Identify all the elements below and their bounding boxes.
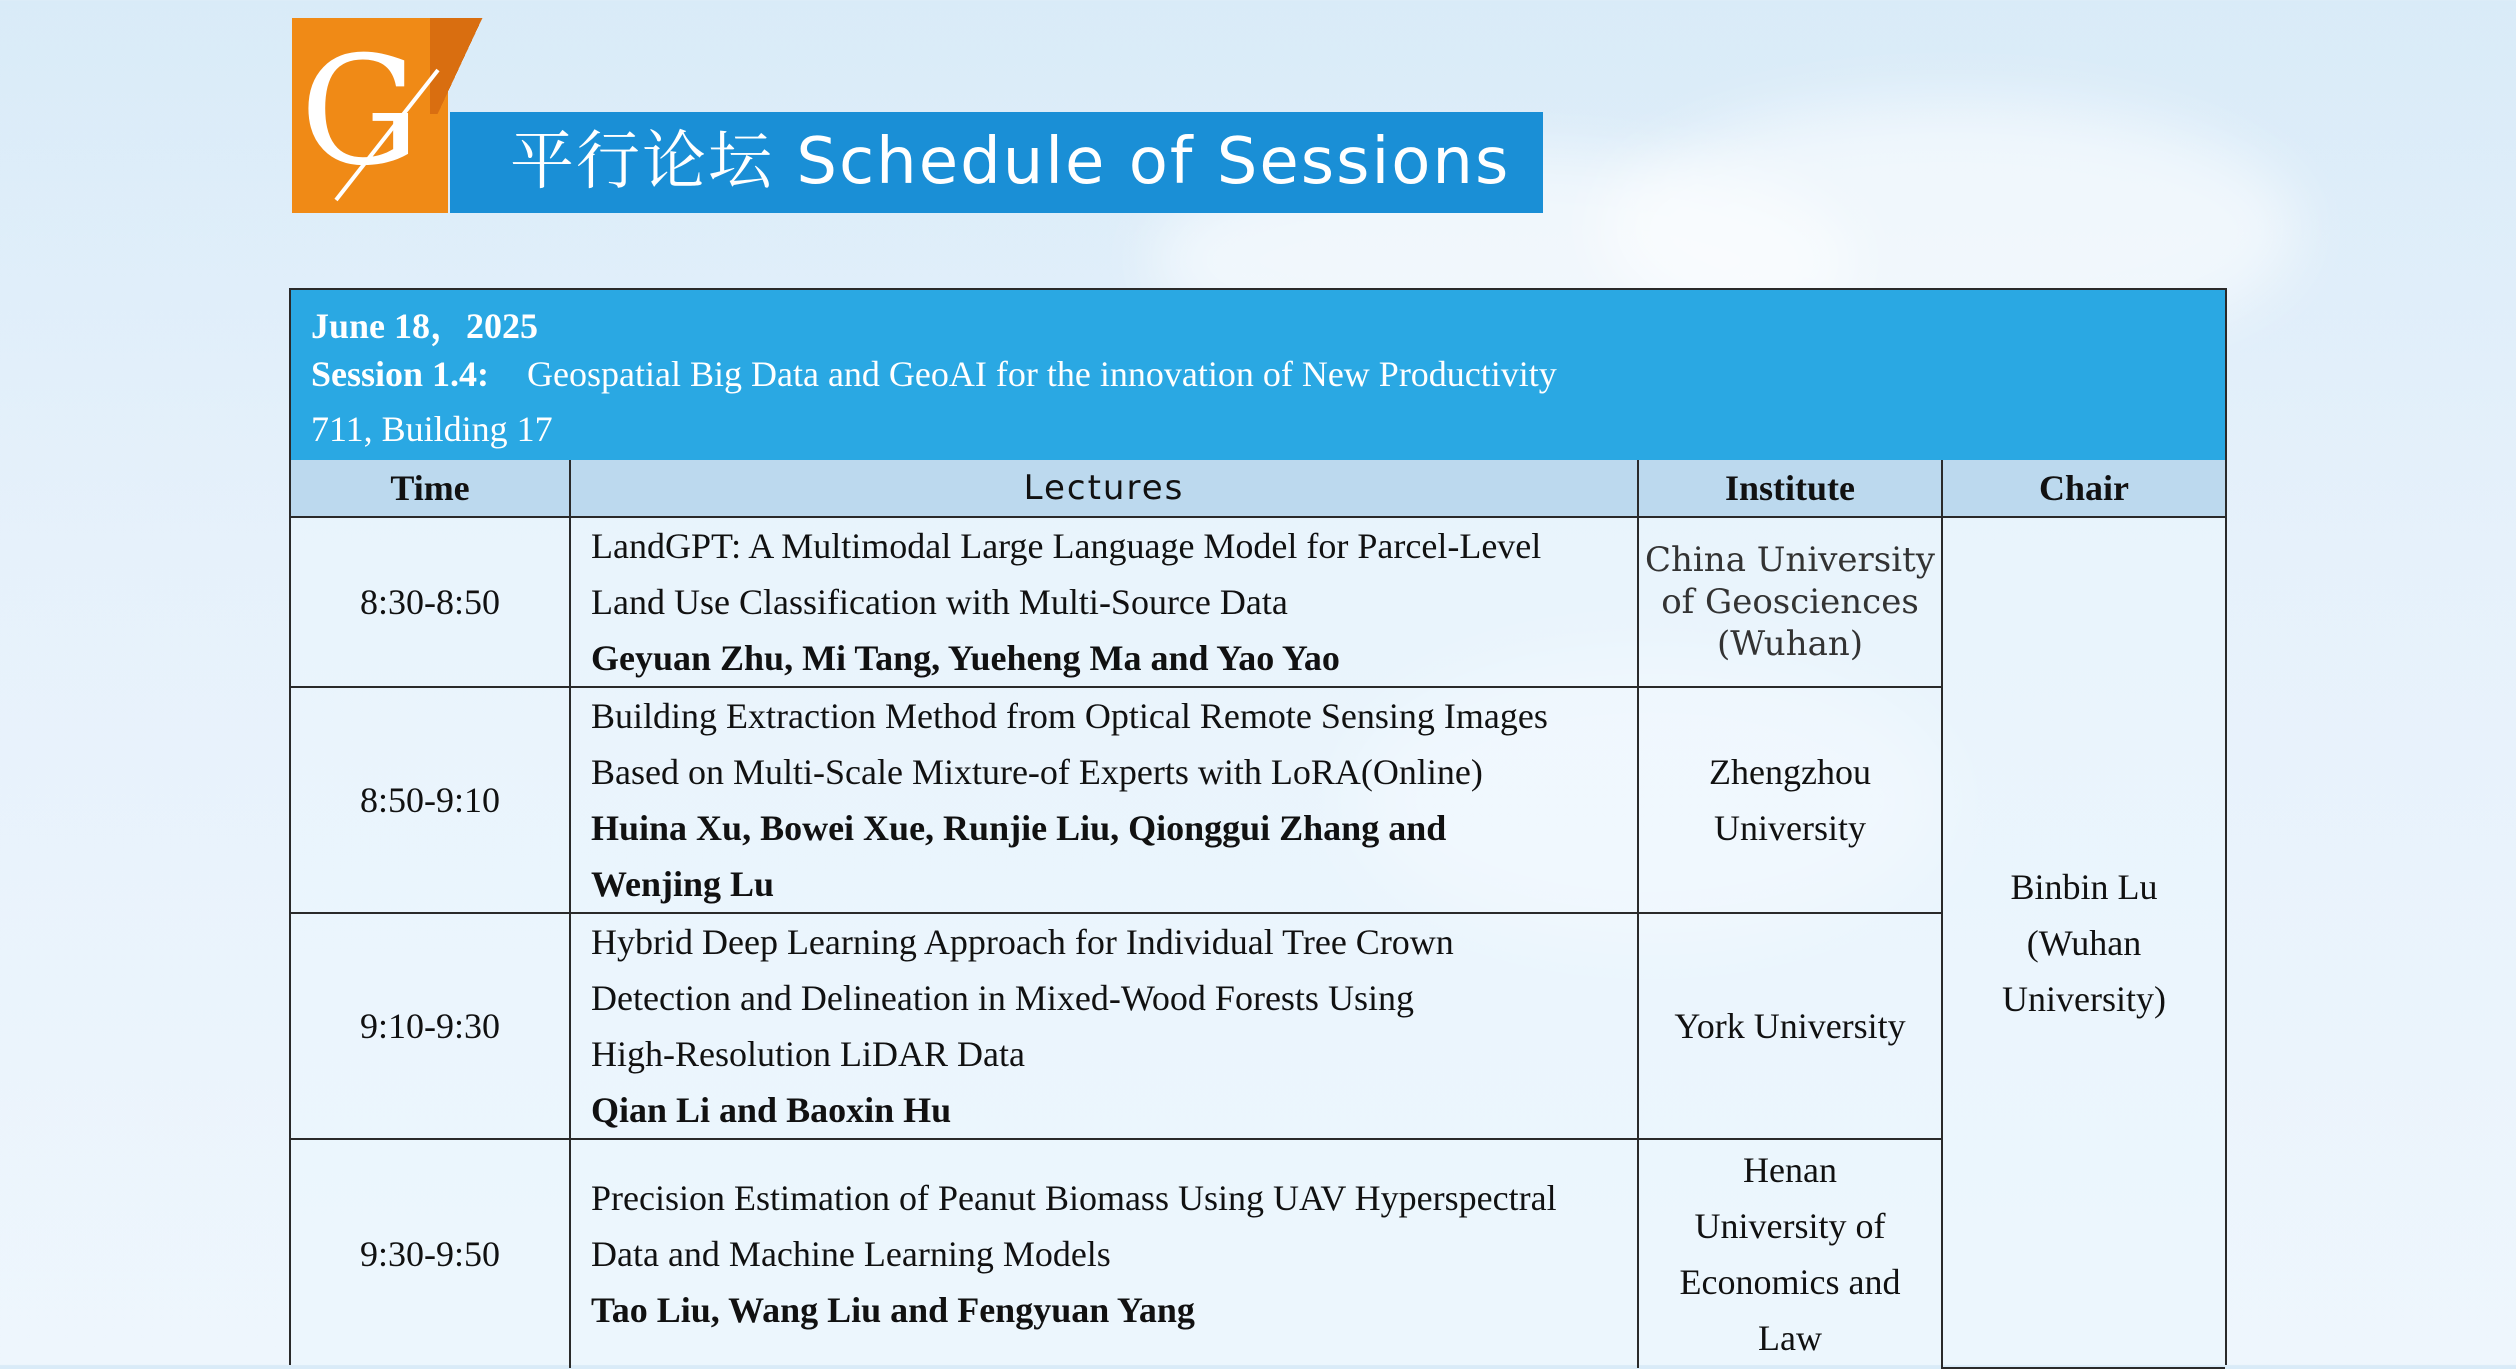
- row-institute: [1638, 517, 1942, 687]
- session-header: [291, 290, 2225, 462]
- lecture-title-line: Based on Multi-Scale Mixture-of Experts with LoRA(Online): [591, 752, 1483, 792]
- row-institute: [1638, 1139, 1942, 1368]
- lecture-title-line: LandGPT: A Multimodal Large Language Model for Parcel-Level: [591, 526, 1542, 566]
- lecture-authors: Huina Xu, Bowei Xue, Runjie Liu, Qionggui Zhang and: [591, 808, 1447, 848]
- logo-slash-icon: [318, 60, 458, 210]
- page-title: 平行论坛 Schedule of Sessions: [510, 125, 1511, 199]
- institute-line: Economics and: [1679, 1262, 1901, 1302]
- institute-line: of Geosciences: [1661, 582, 1919, 622]
- lecture-authors: Tao Liu, Wang Liu and Fengyuan Yang: [591, 1290, 1195, 1330]
- row-institute: [1638, 913, 1942, 1139]
- row-lecture: [570, 913, 1638, 1139]
- lecture-title-line: High-Resolution LiDAR Data: [591, 1034, 1025, 1074]
- row-lecture: [570, 1139, 1638, 1368]
- institute-line: Law: [1758, 1318, 1822, 1358]
- institute-line: Zhengzhou: [1709, 752, 1871, 792]
- chair-line: (Wuhan: [2026, 922, 2142, 963]
- chair-line: Binbin Lu: [2010, 866, 2158, 907]
- institute-line: University: [1714, 808, 1866, 848]
- column-header-time: Time: [291, 460, 570, 517]
- table-row: [291, 687, 2225, 913]
- lecture-title-line: Precision Estimation of Peanut Biomass Using UAV Hyperspectral: [591, 1178, 1557, 1218]
- table-row: [291, 913, 2225, 1139]
- row-time: 9:10-9:30: [291, 913, 570, 1139]
- session-topic: Geospatial Big Data and GeoAI for the innovation of New Productivity: [527, 354, 1557, 394]
- session-schedule: [289, 288, 2227, 1365]
- table-header-row: [291, 460, 2225, 517]
- lecture-authors: Geyuan Zhu, Mi Tang, Yueheng Ma and Yao Yao: [591, 638, 1340, 678]
- row-institute: [1638, 687, 1942, 913]
- title-bar: [450, 112, 1543, 213]
- institute-line: York University: [1674, 1006, 1906, 1046]
- column-header-institute: Institute: [1638, 460, 1942, 517]
- institute-line: China University: [1645, 540, 1935, 580]
- lecture-title-line: Building Extraction Method from Optical Remote Sensing Images: [591, 696, 1548, 736]
- schedule-table: [291, 460, 2225, 1369]
- column-header-lectures: Lectures: [570, 460, 1638, 517]
- lecture-authors: Qian Li and Baoxin Hu: [591, 1090, 952, 1130]
- row-time: 9:30-9:50: [291, 1139, 570, 1368]
- row-lecture: [570, 687, 1638, 913]
- row-time: 8:30-8:50: [291, 517, 570, 687]
- table-row: [291, 1139, 2225, 1368]
- session-label: Session 1.4:: [311, 354, 490, 394]
- lecture-title-line: Data and Machine Learning Models: [591, 1234, 1111, 1274]
- lecture-authors: Wenjing Lu: [591, 864, 775, 904]
- institute-line: University of: [1694, 1206, 1886, 1246]
- lecture-title-line: Detection and Delineation in Mixed-Wood Forests Using: [591, 978, 1414, 1018]
- institute-line: (Wuhan): [1716, 624, 1864, 664]
- institute-line: Henan: [1743, 1150, 1837, 1190]
- chair-cell: [1942, 517, 2225, 1368]
- column-header-chair: Chair: [1942, 460, 2225, 517]
- row-time: 8:50-9:10: [291, 687, 570, 913]
- chair-line: University): [2002, 978, 2166, 1019]
- row-lecture: [570, 517, 1638, 687]
- lecture-title-line: Hybrid Deep Learning Approach for Individual Tree Crown: [591, 922, 1454, 962]
- lecture-title-line: Land Use Classification with Multi-Source Data: [591, 582, 1288, 622]
- session-date: June 18，2025: [311, 306, 539, 346]
- table-row: [291, 517, 2225, 687]
- session-room: 711, Building 17: [311, 409, 553, 449]
- session-title: [311, 353, 1557, 395]
- logo-letter: G: [300, 25, 420, 199]
